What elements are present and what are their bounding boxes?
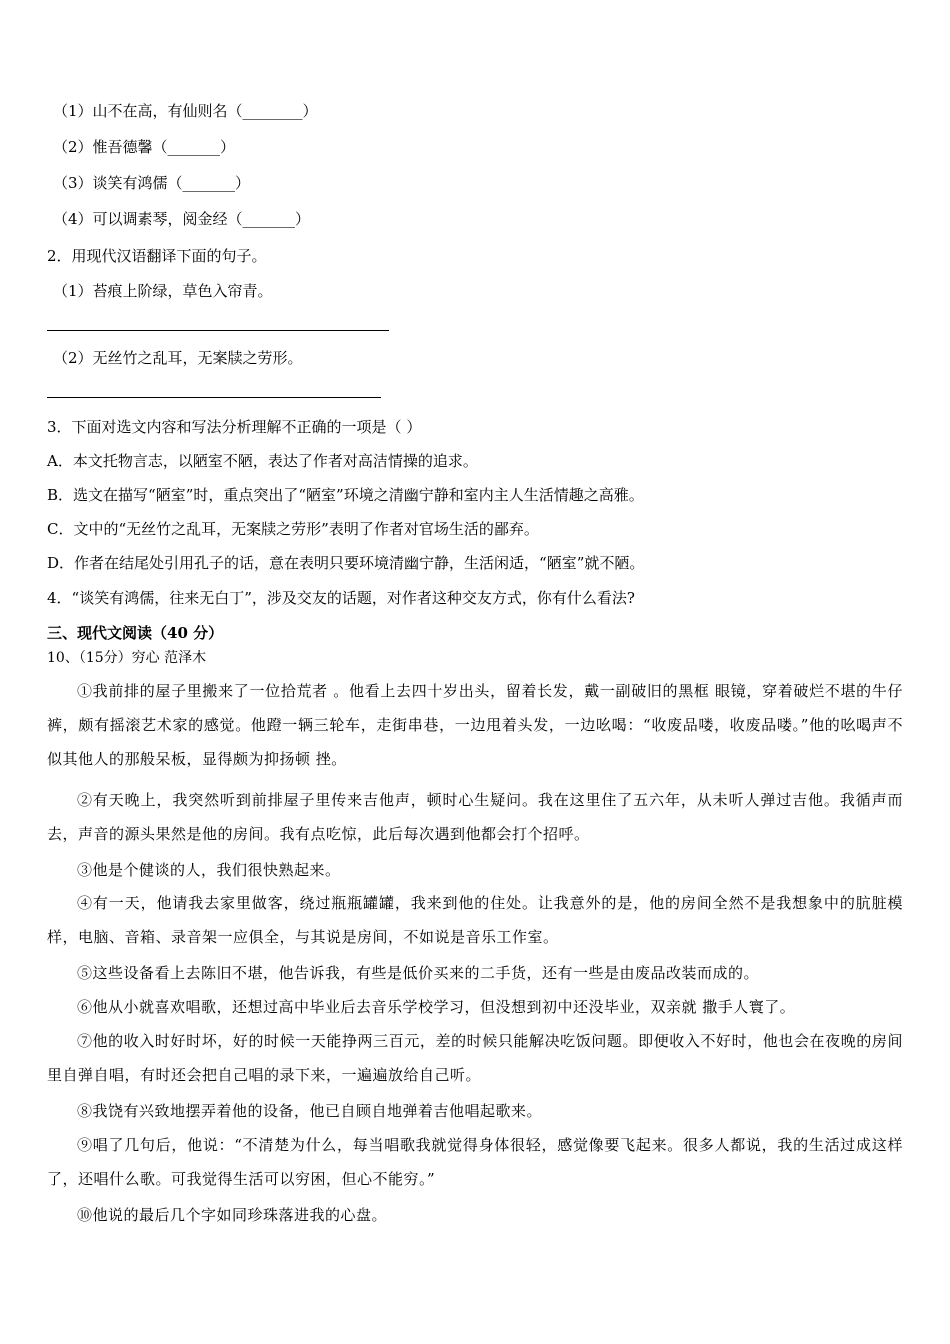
passage-paragraph-9: ⑨唱了几句后，他说：“不清楚为什么，每当唱歌我就觉得身体很轻，感觉像要飞起来。很多人都说，我的生活过成这样了，还唱什么歌。可我觉得生活可以穷困，但心不能穷。”	[47, 1136, 903, 1188]
q4-stem: 4．“谈笑有鸿儒，往来无白丁”，涉及交友的话题，对作者这种交友方式，你有什么看法?	[47, 589, 635, 607]
q1-item-3: （3）谈笑有鸿儒（_______）	[53, 174, 251, 192]
q3-option-c: C．文中的“无丝竹之乱耳，无案牍之劳形”表明了作者对官场生活的鄙弃。	[47, 520, 539, 538]
passage-paragraph-4: ④有一天，他请我去家里做客，绕过瓶瓶罐罐，我来到他的住处。让我意外的是，他的房间全然不是我想象中的肮脏模样，电脑、音箱、录音架一应俱全，与其说是房间，不如说是音乐工作室。	[47, 894, 903, 946]
q1-item-2: （2）惟吾德馨（_______）	[53, 138, 236, 156]
passage-paragraph-8: ⑧我饶有兴致地摆弄着他的设备，他已自顾自地弹着吉他唱起歌来。	[77, 1102, 543, 1120]
passage-paragraph-7: ⑦他的收入时好时坏，好的时候一天能挣两三百元，差的时候只能解决吃饭问题。即便收入不好时，他也会在夜晚的房间里自弹自唱，有时还会把自己唱的录下来，一遍遍放给自己听。	[47, 1032, 903, 1084]
q2-sub2: （2）无丝竹之乱耳，无案牍之劳形。	[53, 349, 303, 367]
q1-item-1: （1）山不在高，有仙则名（________）	[53, 102, 318, 120]
answer-line-1[interactable]	[47, 330, 389, 331]
passage-paragraph-2: ②有天晚上，我突然听到前排屋子里传来吉他声，顿时心生疑问。我在这里住了五六年，从未听人弹过吉他。我循声而去，声音的源头果然是他的房间。我有点吃惊，此后每次遇到他都会打个招呼。	[47, 791, 903, 843]
q3-option-a: A．本文托物言志，以陋室不陋，表达了作者对高洁情操的追求。	[47, 452, 478, 470]
passage-paragraph-10: ⑩他说的最后几个字如同珍珠落进我的心盘。	[77, 1206, 388, 1224]
q3-stem: 3．下面对选文内容和写法分析理解不正确的一项是（ ）	[47, 418, 422, 436]
q1-item-4: （4）可以调素琴，阅金经（_______）	[53, 210, 311, 228]
answer-line-2[interactable]	[47, 397, 381, 398]
passage-title: 10、（15分）穷心 范泽木	[47, 650, 207, 666]
q3-option-b: B．选文在描写“陋室”时，重点突出了“陋室”环境之清幽宁静和室内主人生活情趣之高雅。	[47, 486, 644, 504]
q3-option-d: D．作者在结尾处引用孔子的话，意在表明只要环境清幽宁静，生活闲适，“陋室”就不陋。	[47, 554, 645, 572]
q2-stem: 2．用现代汉语翻译下面的句子。	[47, 247, 267, 265]
passage-paragraph-3: ③他是个健谈的人，我们很快熟起来。	[77, 861, 341, 879]
q2-sub1: （1）苔痕上阶绿，草色入帘青。	[53, 282, 273, 300]
passage-paragraph-6: ⑥他从小就喜欢唱歌，还想过高中毕业后去音乐学校学习，但没想到初中还没毕业，双亲就 撒手人寰了。	[77, 998, 796, 1016]
passage-paragraph-1: ①我前排的屋子里搬来了一位拾荒者 。他看上去四十岁出头，留着长发，戴一副破旧的黑框 眼镜，穿着破烂不堪的牛仔裤，颇有摇滚艺术家的感觉。他蹬一辆三轮车，走街串巷，一边甩着头发，一边吆喝：“收废品喽，收废品喽。”他的吆喝声不似其他人的那般呆板，显得颇为抑扬顿 挫。	[47, 682, 903, 768]
passage-paragraph-5: ⑤这些设备看上去陈旧不堪，他告诉我，有些是低价买来的二手货，还有一些是由废品改装而成的。	[77, 964, 760, 982]
section-heading: 三、现代文阅读（40 分）	[47, 624, 224, 642]
